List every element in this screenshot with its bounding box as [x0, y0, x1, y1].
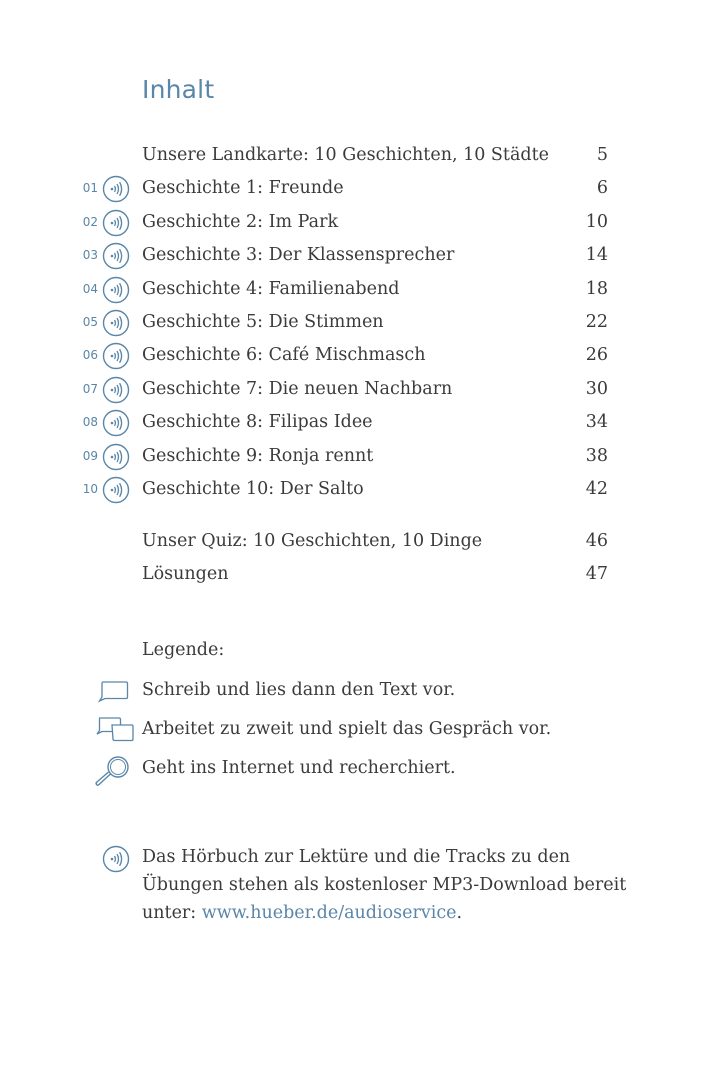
toc-entry-label: Geschichte 8: Filipas Idee: [142, 412, 373, 433]
toc-entry-label: Lösungen: [142, 564, 229, 585]
toc-page-number: 30: [585, 378, 608, 399]
track-number: 04: [82, 281, 98, 296]
legend-item-text: Arbeitet zu zweit und spielt das Gespräch vor.: [142, 719, 552, 739]
audio-icon: [102, 209, 130, 237]
toc-page-number: 18: [585, 278, 608, 299]
track-number: 01: [82, 181, 98, 196]
toc-entry[interactable]: [0, 406, 701, 439]
toc-entry[interactable]: [0, 440, 701, 473]
legend-item-text: Schreib und lies dann den Text vor.: [142, 680, 456, 700]
toc-entry-label: Unsere Landkarte: 10 Geschichten, 10 Städte: [142, 145, 549, 165]
legend-item: [0, 711, 701, 747]
toc-entry[interactable]: [0, 373, 701, 406]
magnifier-icon: [92, 754, 136, 784]
track-number: 08: [82, 415, 98, 430]
toc-entry-label: Unser Quiz: 10 Geschichten, 10 Dinge: [142, 531, 483, 551]
toc-page-number: 10: [585, 211, 608, 232]
track-number: 10: [82, 482, 98, 496]
note-line-3: [142, 899, 642, 927]
track-number: 06: [82, 348, 98, 363]
toc-entry[interactable]: [0, 339, 701, 372]
toc-entry-label: Geschichte 9: Ronja rennt: [142, 445, 374, 466]
toc-entry-label: Geschichte 7: Die neuen Nachbarn: [142, 378, 453, 399]
toc-page-number: 26: [585, 345, 608, 366]
toc-entry[interactable]: [0, 525, 701, 558]
note-prefix: unter:: [142, 903, 202, 923]
toc-entry[interactable]: [0, 306, 701, 339]
audio-icon: [102, 376, 130, 404]
toc-entry[interactable]: [0, 239, 701, 272]
audio-icon: [102, 845, 130, 873]
toc-entry[interactable]: [0, 206, 701, 239]
toc-page-number: 6: [596, 178, 608, 199]
track-number: 09: [82, 448, 98, 463]
audio-icon: [102, 476, 130, 504]
toc-entry-label: Geschichte 2: Im Park: [142, 211, 339, 232]
toc-entry-label: Geschichte 1: Freunde: [142, 178, 344, 199]
audio-icon: [102, 309, 130, 337]
toc-page-number: 14: [585, 245, 608, 266]
track-number: 07: [82, 381, 98, 396]
audio-icon: [102, 443, 130, 471]
toc-entry-label: Geschichte 6: Café Mischmasch: [142, 345, 426, 366]
speech-bubble-icon: [92, 676, 136, 706]
audio-icon: [102, 409, 130, 437]
audio-icon: [102, 242, 130, 270]
two-speech-bubbles-icon: [92, 715, 136, 745]
legend-title: Legende:: [142, 640, 225, 660]
audio-icon: [102, 342, 130, 370]
toc-entry-label: Geschichte 5: Die Stimmen: [142, 312, 384, 332]
toc-entry[interactable]: [0, 273, 701, 306]
audio-icon: [102, 175, 130, 203]
toc-entry-label: Geschichte 10: Der Salto: [142, 479, 364, 499]
legend-item-text: Geht ins Internet und recherchiert.: [142, 758, 456, 778]
legend-item: [0, 672, 701, 708]
toc-entry-label: Geschichte 4: Familienabend: [142, 278, 400, 299]
page-title: Inhalt: [142, 75, 215, 104]
toc-page-number: 47: [585, 564, 608, 585]
toc-entry[interactable]: [0, 172, 701, 205]
toc-page-number: 42: [585, 479, 608, 499]
toc-page-number: 38: [585, 445, 608, 466]
audio-icon: [102, 276, 130, 304]
toc-entry[interactable]: [0, 473, 701, 506]
note-suffix: .: [456, 903, 463, 923]
legend-item: [0, 750, 701, 786]
track-number: 05: [82, 315, 98, 329]
toc-page-number: 46: [585, 531, 608, 551]
toc-entry[interactable]: [0, 139, 701, 172]
toc-entry[interactable]: [0, 558, 701, 591]
track-number: 03: [82, 248, 98, 263]
audioservice-link[interactable]: www.hueber.de/audioservice: [201, 903, 457, 923]
audio-note: [142, 843, 642, 927]
track-number: 02: [82, 214, 98, 229]
note-line-1: Das Hörbuch zur Lektüre und die Tracks zu den: [142, 847, 571, 867]
toc-page-number: 34: [585, 412, 608, 433]
toc-page-number: 5: [596, 145, 608, 165]
note-line-2: Übungen stehen als kostenloser MP3-Download bereit: [142, 875, 627, 895]
toc-page-number: 22: [585, 312, 608, 332]
toc-entry-label: Geschichte 3: Der Klassensprecher: [142, 245, 455, 266]
